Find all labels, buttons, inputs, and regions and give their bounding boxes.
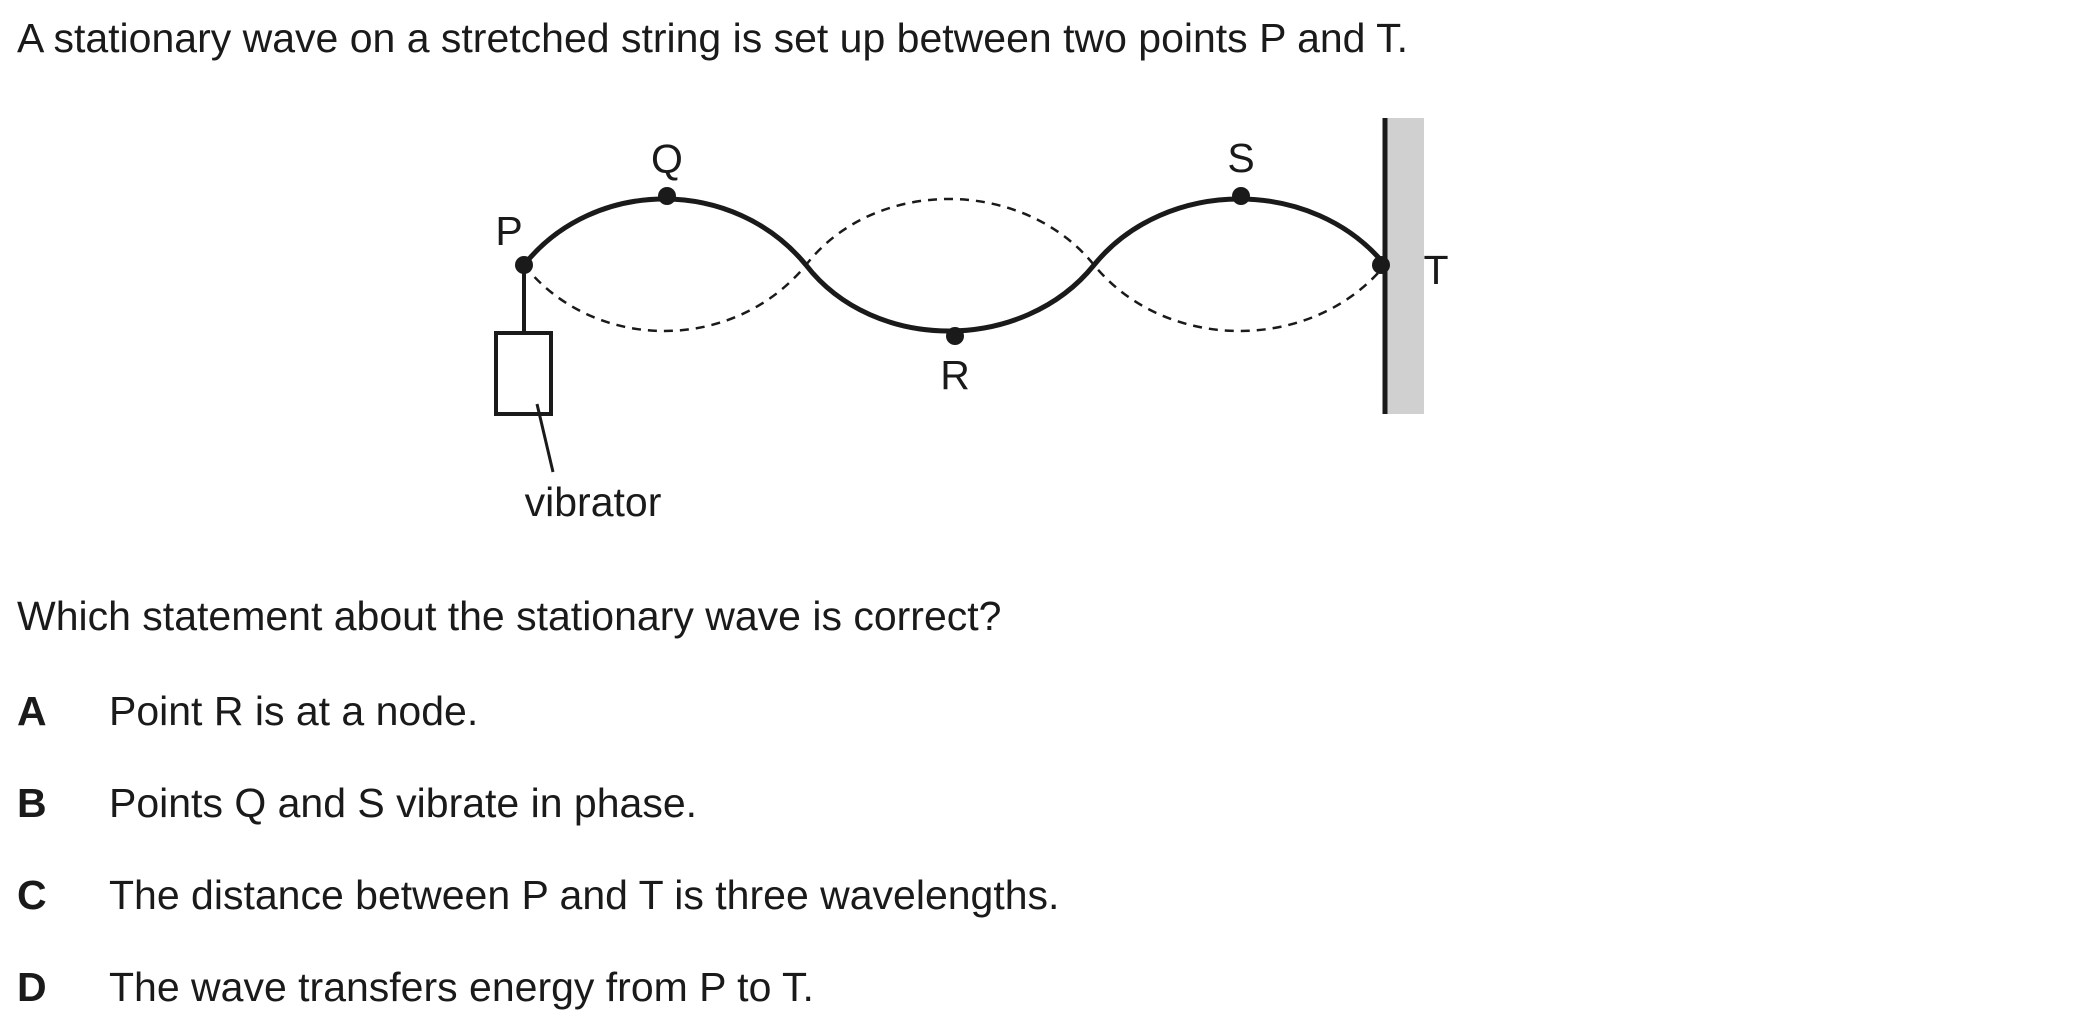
point-t-label: T [1423,247,1449,293]
point-q-label: Q [651,136,683,182]
point-s-dot [1232,187,1250,205]
point-r-label: R [940,352,970,398]
option-text: Point R is at a node. [109,688,479,734]
option-text: The wave transfers energy from P to T. [109,964,814,1010]
vibrator-box [496,333,551,414]
option-text: Points Q and S vibrate in phase. [109,780,698,826]
fixed-wall [1386,118,1424,414]
string-solid-position [524,199,1385,331]
option-letter: C [17,872,47,918]
point-r-dot [946,327,964,345]
point-p-label: P [495,208,523,254]
point-p-dot [515,256,533,274]
option-letter: B [17,780,47,826]
point-q-dot [658,187,676,205]
point-t-dot [1372,256,1390,274]
string-dashed-position [524,199,1385,331]
option-letter: A [17,688,47,734]
question-prompt: Which statement about the stationary wave is correct? [17,593,1002,639]
point-s-label: S [1227,135,1255,181]
vibrator-label: vibrator [524,479,662,525]
option-text: The distance between P and T is three wavelengths. [109,872,1060,918]
option-letter: D [17,964,47,1010]
question-stem: A stationary wave on a stretched string is set up between two points P and T. [17,15,1409,61]
